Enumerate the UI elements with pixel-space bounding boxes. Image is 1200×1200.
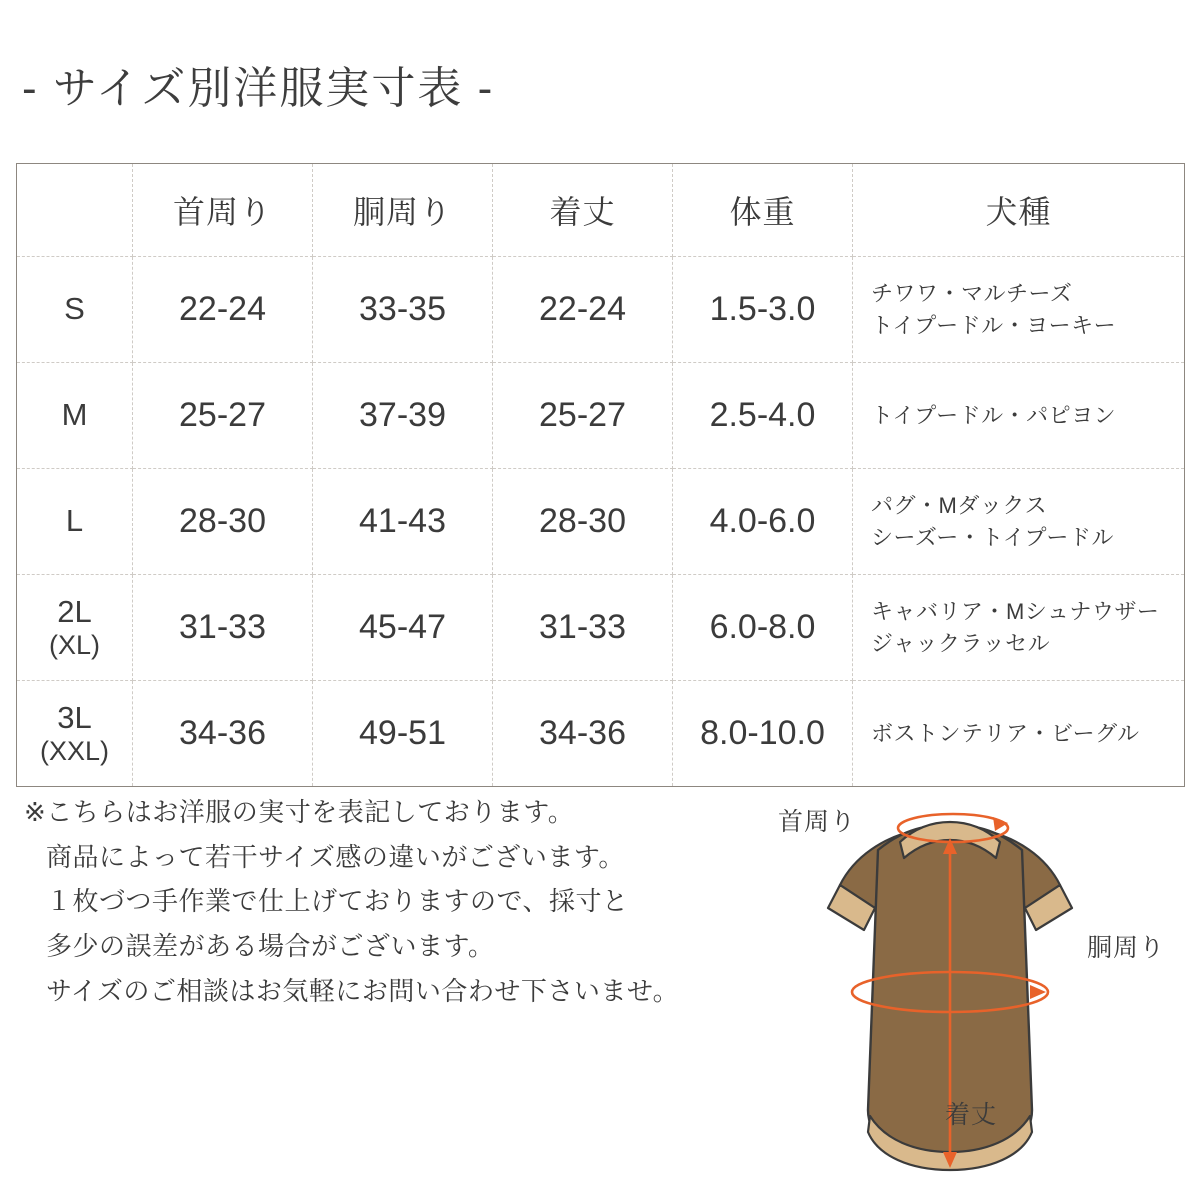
- cell-neck: 34-36: [133, 681, 313, 787]
- table-row: [17, 363, 1185, 469]
- note-line: １枚づつ手作業で仕上げておりますので、採寸と: [46, 886, 629, 917]
- cell-breed: パグ・Mダックス シーズー・トイプードル: [853, 469, 1185, 575]
- cell-chest: 49-51: [313, 681, 493, 787]
- cell-weight: 2.5-4.0: [673, 363, 853, 469]
- header-weight: 体重: [673, 164, 853, 257]
- cell-breed: ボストンテリア・ビーグル: [853, 681, 1185, 787]
- cell-size: [17, 257, 133, 363]
- notes-block: [24, 790, 764, 1014]
- size-sublabel: (XXL): [39, 735, 110, 766]
- cell-size: [17, 681, 133, 787]
- label-length: 着丈: [945, 1101, 998, 1129]
- size-table: [16, 163, 1185, 787]
- cell-neck: 31-33: [133, 575, 313, 681]
- table-header-row: [17, 164, 1185, 257]
- cell-weight: 4.0-6.0: [673, 469, 853, 575]
- cell-length: 34-36: [493, 681, 673, 787]
- cell-weight: 6.0-8.0: [673, 575, 853, 681]
- note-line: サイズのご相談はお気軽にお問い合わせ下さいませ。: [46, 975, 680, 1006]
- size-sublabel: (XL): [48, 629, 100, 660]
- page-title: - サイズ別洋服実寸表 -: [22, 64, 495, 113]
- header-breed: 犬種: [853, 164, 1185, 257]
- cell-chest: 33-35: [313, 257, 493, 363]
- cell-size: [17, 363, 133, 469]
- label-chest: 胴周り: [1087, 934, 1166, 962]
- cell-chest: 41-43: [313, 469, 493, 575]
- cell-size: [17, 469, 133, 575]
- note-line: 商品によって若干サイズ感の違いがございます。: [46, 841, 625, 872]
- cell-length: 25-27: [493, 363, 673, 469]
- cell-weight: 1.5-3.0: [673, 257, 853, 363]
- cell-neck: 28-30: [133, 469, 313, 575]
- table-row: [17, 681, 1185, 787]
- size-label: 2L: [57, 594, 92, 630]
- header-length: 着丈: [493, 164, 673, 257]
- cell-neck: 25-27: [133, 363, 313, 469]
- cell-chest: 37-39: [313, 363, 493, 469]
- header-neck: 首周り: [133, 164, 313, 257]
- header-chest: 胴周り: [313, 164, 493, 257]
- size-label: M: [61, 397, 88, 433]
- table-row: [17, 469, 1185, 575]
- cell-chest: 45-47: [313, 575, 493, 681]
- label-neck: 首周り: [778, 808, 857, 836]
- size-label: L: [65, 503, 84, 539]
- neck-arrow: [993, 817, 1008, 831]
- note-line: 多少の誤差がある場合がございます。: [46, 931, 495, 962]
- size-label: S: [64, 291, 85, 327]
- cell-length: 31-33: [493, 575, 673, 681]
- size-table-container: [16, 163, 1184, 787]
- cell-size: [17, 575, 133, 681]
- cell-length: 28-30: [493, 469, 673, 575]
- cell-breed: トイプードル・パピヨン: [853, 363, 1185, 469]
- garment-illustration: [760, 780, 1190, 1190]
- cell-length: 22-24: [493, 257, 673, 363]
- size-label: 3L: [57, 700, 92, 736]
- header-size: [17, 164, 133, 257]
- table-row: [17, 575, 1185, 681]
- cell-breed: チワワ・マルチーズ トイプードル・ヨーキー: [853, 257, 1185, 363]
- cell-breed: キャバリア・Mシュナウザー ジャックラッセル: [853, 575, 1185, 681]
- table-row: [17, 257, 1185, 363]
- cell-neck: 22-24: [133, 257, 313, 363]
- cell-weight: 8.0-10.0: [673, 681, 853, 787]
- note-line: ※こちらはお洋服の実寸を表記しております。: [24, 797, 575, 827]
